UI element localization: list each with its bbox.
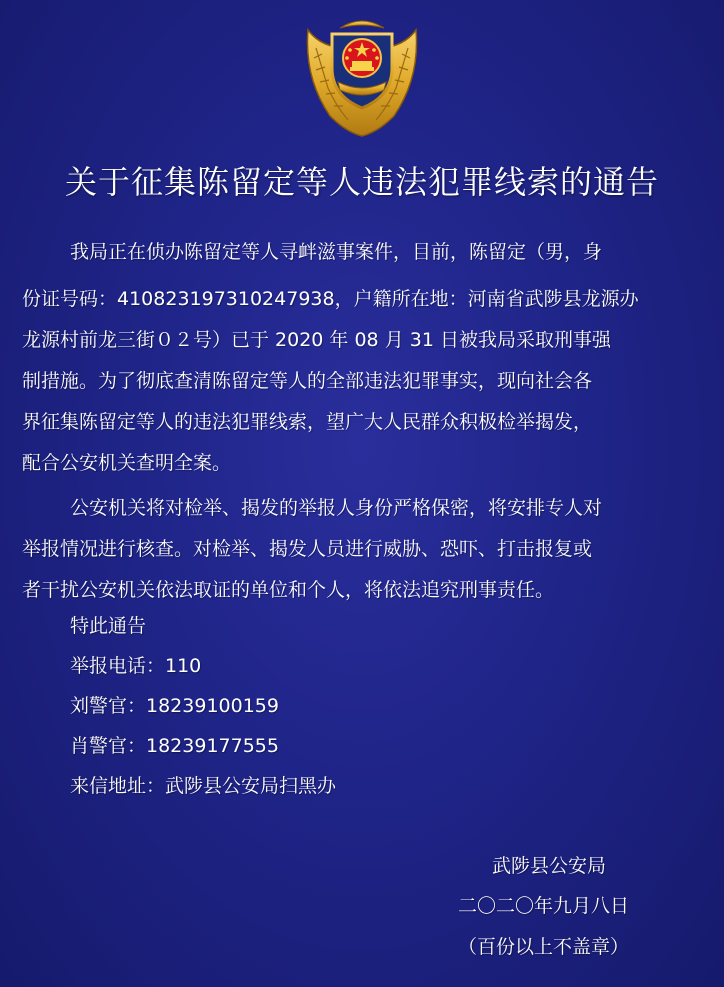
paragraph-line: 配合公安机关查明全案。 xyxy=(22,452,232,474)
paragraph-line: 制措施。为了彻底查清陈留定等人的全部违法犯罪事实，现向社会各 xyxy=(22,370,593,392)
mail-address: 来信地址：武陟县公安局扫黑办 xyxy=(70,775,337,797)
issue-date: 二〇二〇年九月八日 xyxy=(458,895,630,917)
officer-liu-contact: 刘警官：18239100159 xyxy=(70,695,279,717)
paragraph-line: 份证号码：410823197310247938，户籍所在地：河南省武陟县龙源办 xyxy=(22,288,639,310)
paragraph-line: 界征集陈留定等人的违法犯罪线索，望广大人民群众积极检举揭发， xyxy=(22,411,593,433)
paragraph-line: 龙源村前龙三街０２号）已于 2020 年 08 月 31 日被我局采取刑事强 xyxy=(22,329,611,351)
police-emblem-icon xyxy=(300,8,424,138)
issuer-name: 武陟县公安局 xyxy=(492,855,607,877)
seal-note: （百份以上不盖章） xyxy=(458,936,630,958)
paragraph-line: 举报情况进行核查。对检举、揭发人员进行威胁、恐吓、打击报复或 xyxy=(22,538,593,560)
paragraph-line: 我局正在侦办陈留定等人寻衅滋事案件，目前，陈留定（男，身 xyxy=(70,241,603,263)
notice-title: 关于征集陈留定等人违法犯罪线索的通告 xyxy=(64,163,659,201)
notice-closing: 特此通告 xyxy=(70,615,147,637)
hotline-text: 举报电话：110 xyxy=(70,655,202,677)
officer-xiao-contact: 肖警官：18239177555 xyxy=(70,735,279,757)
paragraph-line: 公安机关将对检举、揭发的举报人身份严格保密，将安排专人对 xyxy=(70,497,603,519)
notice-paragraph-2 xyxy=(22,488,712,611)
notice-paragraph-1 xyxy=(22,232,712,484)
paragraph-line: 者干扰公安机关依法取证的单位和个人，将依法追究刑事责任。 xyxy=(22,579,555,601)
